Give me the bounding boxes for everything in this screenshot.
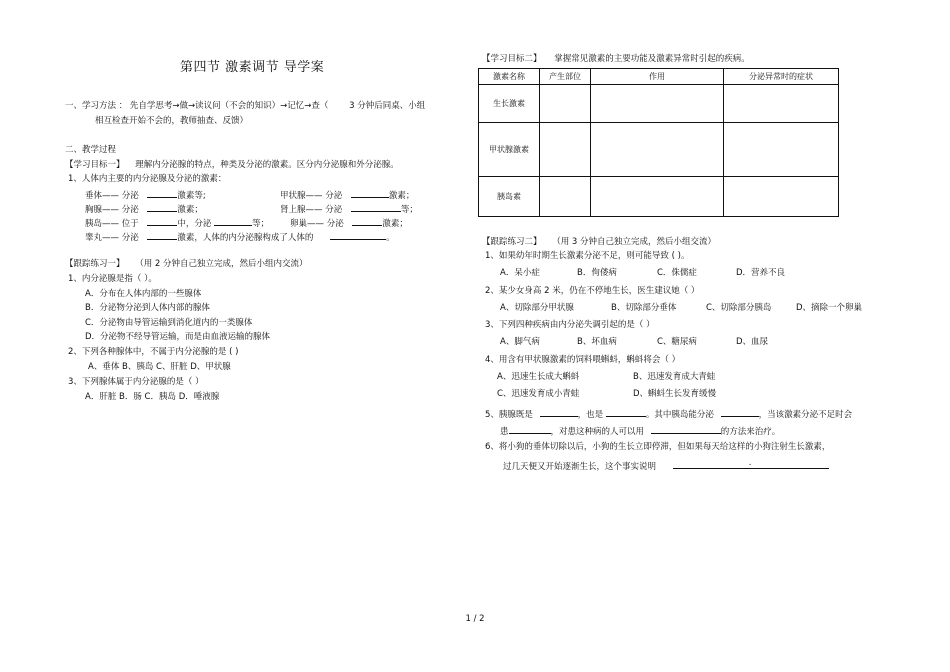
table-header-cell: 分泌异常时的症状: [724, 69, 839, 85]
gland-text: 等；: [252, 219, 270, 229]
method-time: 3 分钟后同桌、小组: [349, 101, 426, 111]
question-text: 3、下列四种疾病由内分泌失调引起的是（ ）: [485, 320, 655, 330]
blank-line[interactable]: [606, 407, 646, 417]
option-text: D、血尿: [736, 337, 769, 347]
q5-text: 患: [500, 427, 509, 437]
gland-text: 激素；: [177, 205, 203, 215]
gland-row: [85, 202, 203, 216]
practice1-label: 【跟踪练习一】: [65, 259, 125, 269]
section-heading: 二、教学过程: [65, 145, 117, 155]
practice1: [65, 259, 308, 270]
practice2: [482, 237, 716, 248]
table-cell[interactable]: [591, 85, 724, 123]
q5-text: 5、胰腺既是: [485, 410, 533, 420]
question-text: 4、用含有甲状腺激素的饲料喂蝌蚪，蝌蚪将会（ ）: [485, 355, 681, 365]
option-text: C．侏儒症: [657, 268, 697, 278]
method-line2: 相互检查开始不会的，教师抽查、反馈）: [95, 116, 249, 126]
question-text: 1、人体内主要的内分泌腺及分泌的激素：: [68, 174, 227, 184]
hormone-table: [478, 68, 839, 217]
blank-line[interactable]: [673, 459, 829, 469]
table-row: [479, 177, 839, 217]
option-text: C、糖尿病: [657, 337, 697, 347]
option-text: A．呆小症: [500, 268, 540, 278]
gland-row: [85, 188, 206, 202]
question-text: 3、下列腺体属于内分泌腺的是（ ）: [68, 377, 204, 387]
option-text: B、切除部分垂体: [611, 303, 677, 313]
page-title: 第四节 激素调节 导学案: [180, 60, 325, 75]
option-text: C、迅速发育成小青蛙: [497, 389, 580, 399]
table-row: [479, 85, 839, 123]
goal1: [65, 160, 399, 171]
table-cell[interactable]: [591, 177, 724, 217]
option-text: B、坏血病: [577, 337, 617, 347]
q5-text: ，当该激素分泌不足时会: [758, 410, 853, 420]
gland-text: 甲状腺—— 分泌: [280, 191, 343, 201]
question-text: [500, 424, 780, 438]
q5-text: ，对患这种病的人可以用: [550, 427, 645, 437]
table-cell[interactable]: [540, 177, 591, 217]
blank-line[interactable]: [351, 188, 389, 198]
method-text: 先自学思考→做→读议问（不会的知识）→记忆→查（: [129, 101, 329, 111]
gland-text: 激素；: [382, 219, 408, 229]
option-text: D．营养不良: [736, 268, 786, 278]
blank-line[interactable]: [147, 202, 177, 212]
gland-text: 胸腺—— 分泌: [85, 205, 139, 215]
page-number: 1 / 2: [465, 614, 485, 624]
table-cell[interactable]: [724, 85, 839, 123]
option-text: A、脚气病: [500, 337, 540, 347]
blank-line[interactable]: [147, 216, 177, 226]
gland-row: [85, 216, 269, 230]
table-cell[interactable]: [540, 123, 591, 177]
question-text: 2、下列各种腺体中，不属于内分泌腺的是 ( ): [68, 347, 239, 357]
question-text: 2、某少女身高 2 米，仍在不停地生长，医生建议她（ ）: [485, 286, 700, 296]
question-text: [503, 459, 829, 473]
gland-row: [280, 202, 418, 216]
q5-text: 。其中胰岛能分泌: [645, 410, 714, 420]
gland-text: 肾上腺—— 分泌: [280, 205, 343, 215]
option-text: A．肝脏 B．肠 C．胰岛 D．唾液腺: [85, 392, 220, 402]
gland-row: [85, 230, 395, 244]
option-text: B、迅速发育成大青蛙: [633, 372, 716, 382]
option-text: D．分泌物不经导管运输，而是由血液运输的腺体: [85, 332, 271, 342]
practice2-text: （用 3 分钟自己独立完成，然后小组交流）: [552, 237, 717, 247]
table-cell: 甲状腺激素: [479, 123, 540, 177]
blank-line[interactable]: [651, 424, 721, 434]
option-text: B．佝偻病: [577, 268, 617, 278]
blank-line[interactable]: [330, 230, 386, 240]
q5-text: 的方法来治疗。: [720, 427, 781, 437]
table-header-cell: 作用: [591, 69, 724, 85]
blank-line[interactable]: [147, 188, 177, 198]
question-text: 6、将小狗的垂体切除以后，小狗的生长立即停滞，但如果每天给这样的小狗注射生长激素，: [485, 442, 831, 452]
option-text: D、摘除一个卵巢: [796, 303, 863, 313]
table-row: [479, 123, 839, 177]
table-header-cell: 激素名称: [479, 69, 540, 85]
option-text: C．分泌物由导管运输到消化道内的一类腺体: [85, 318, 253, 328]
blank-line[interactable]: [352, 216, 382, 226]
gland-row: [290, 216, 408, 230]
gland-row: [280, 188, 414, 202]
question-text: 1、如果幼年时期生长激素分泌不足，则可能导致 ( )。: [485, 251, 690, 261]
option-text: A、迅速生长成大蝌蚪: [497, 372, 580, 382]
table-cell: 生长激素: [479, 85, 540, 123]
question-text: [485, 407, 852, 421]
blank-line[interactable]: [147, 230, 177, 240]
q6-text: 过几天便又开始逐渐生长，这个事实说明: [503, 462, 657, 472]
option-text: A、切除部分甲状腺: [500, 303, 574, 313]
gland-text: 胰岛—— 位于: [85, 219, 139, 229]
gland-text: 激素等;: [177, 191, 206, 201]
practice2-label: 【跟踪练习二】: [482, 237, 542, 247]
gland-text: 卵巢—— 分泌: [290, 219, 344, 229]
q5-text: ，也是: [577, 410, 604, 420]
table-cell: 胰岛素: [479, 177, 540, 217]
blank-line[interactable]: [509, 424, 551, 434]
blank-line[interactable]: [351, 202, 401, 212]
table-cell[interactable]: [724, 177, 839, 217]
table-cell[interactable]: [724, 123, 839, 177]
option-text: C、切除部分胰岛: [706, 303, 772, 313]
goal1-text: 理解内分泌腺的特点，种类及分泌的激素。区分内分泌腺和外分泌腺。: [135, 160, 399, 170]
option-text: A．分布在人体内部的一些腺体: [85, 289, 202, 299]
question-text: 1、内分泌腺是指（ ）。: [68, 274, 157, 284]
gland-text: 垂体—— 分泌: [85, 191, 139, 201]
table-header-cell: 产生部位: [540, 69, 591, 85]
table-cell[interactable]: [591, 123, 724, 177]
gland-text: 睾丸—— 分泌: [85, 233, 139, 243]
table-cell[interactable]: [540, 85, 591, 123]
goal2: [482, 54, 750, 65]
q6-text: .: [748, 458, 752, 468]
option-text: D、蝌蚪生长发育缓慢: [633, 389, 717, 399]
gland-text: 激素；: [388, 191, 415, 201]
gland-text: 中，分泌: [177, 219, 212, 229]
table-header-row: [479, 69, 839, 85]
goal2-text: 掌握常见激素的主要功能及激素异常时引起的疾病。: [554, 54, 750, 64]
gland-text: 。: [386, 233, 395, 243]
practice1-text: （用 2 分钟自己独立完成，然后小组内交流）: [135, 259, 308, 269]
goal2-label: 【学习目标二】: [482, 54, 542, 64]
goal1-label: 【学习目标一】: [65, 160, 125, 170]
gland-text: 等；: [400, 205, 418, 215]
gland-text: 激素，人体的内分泌腺构成了人体的: [177, 233, 314, 243]
option-text: B．分泌物分泌到人体内部的腺体: [85, 303, 210, 313]
method-line: [65, 101, 425, 112]
blank-line[interactable]: [721, 407, 759, 417]
option-text: A、垂体 B、胰岛 C、肝脏 D、甲状腺: [88, 362, 231, 372]
blank-line[interactable]: [214, 216, 252, 226]
method-label: 一、学习方法 ：: [65, 101, 128, 111]
blank-line[interactable]: [540, 407, 578, 417]
